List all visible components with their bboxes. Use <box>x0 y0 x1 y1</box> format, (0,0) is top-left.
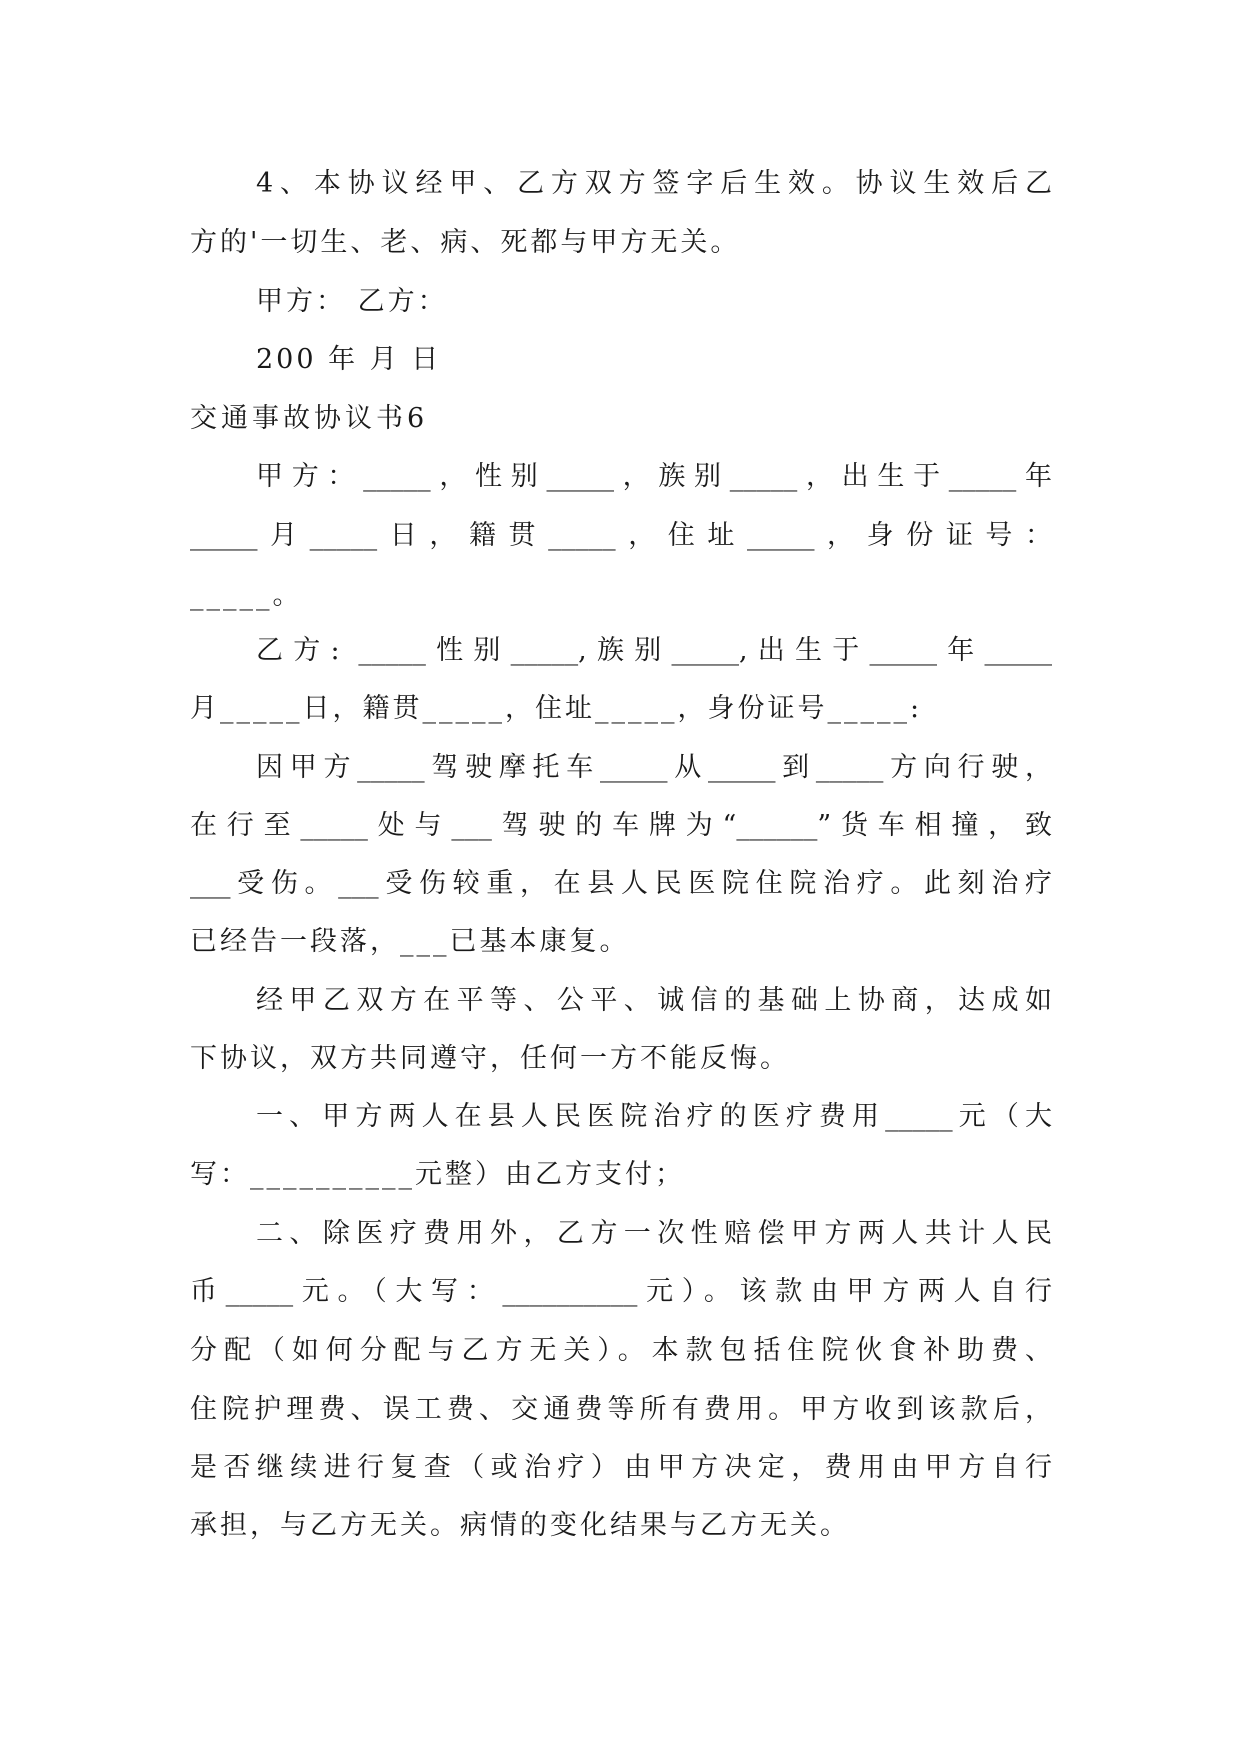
text-line: 乙方: _____性别_____,族别_____,出生于_____年_____ <box>256 635 1052 666</box>
text-line: 是否继续进行复查（或治疗）由甲方决定，费用由甲方自行 <box>190 1452 1052 1483</box>
text-line: 已经告一段落，___已基本康复。 <box>190 926 630 957</box>
text-line: 币_____元。（大写：__________元）。该款由甲方两人自行 <box>190 1276 1052 1307</box>
text-line: 住院护理费、误工费、交通费等所有费用。甲方收到该款后， <box>190 1394 1052 1425</box>
text-line: 200 年 月 日 <box>256 344 442 375</box>
text-line: 分配（如何分配与乙方无关）。本款包括住院伙食补助费、 <box>190 1335 1052 1366</box>
text-line: 因甲方_____驾驶摩托车_____从_____到_____方向行驶， <box>256 752 1052 783</box>
text-line: ___受伤。___受伤较重，在县人民医院住院治疗。此刻治疗 <box>190 868 1052 899</box>
text-line: 方的'一切生、老、病、死都与甲方无关。 <box>190 227 741 258</box>
text-line: 月_____日，籍贯_____，住址_____，身份证号_____: <box>190 693 923 724</box>
text-line: 在行至_____处与___驾驶的车牌为“______”货车相撞，致 <box>190 810 1052 841</box>
text-line: _____月_____日，籍贯_____，住址_____，身份证号： <box>190 520 1052 551</box>
text-line: 经甲乙双方在平等、公平、诚信的基础上协商，达成如 <box>256 985 1052 1016</box>
text-line: 一、甲方两人在县人民医院治疗的医疗费用_____元（大 <box>256 1101 1052 1132</box>
text-line: 写：__________元整）由乙方支付； <box>190 1159 685 1190</box>
text-line: 甲方： 乙方： <box>256 286 448 317</box>
text-line: 下协议，双方共同遵守，任何一方不能反悔。 <box>190 1043 790 1074</box>
text-line: 二、除医疗费用外，乙方一次性赔偿甲方两人共计人民 <box>256 1218 1052 1249</box>
text-line: 承担，与乙方无关。病情的变化结果与乙方无关。 <box>190 1510 850 1541</box>
text-line: _____。 <box>190 580 303 611</box>
section-title: 交通事故协议书6 <box>190 403 429 434</box>
text-line: 甲方：_____，性别_____，族别_____，出生于_____年 <box>256 461 1052 492</box>
text-line: 4、本协议经甲、乙方双方签字后生效。协议生效后乙 <box>256 168 1052 199</box>
